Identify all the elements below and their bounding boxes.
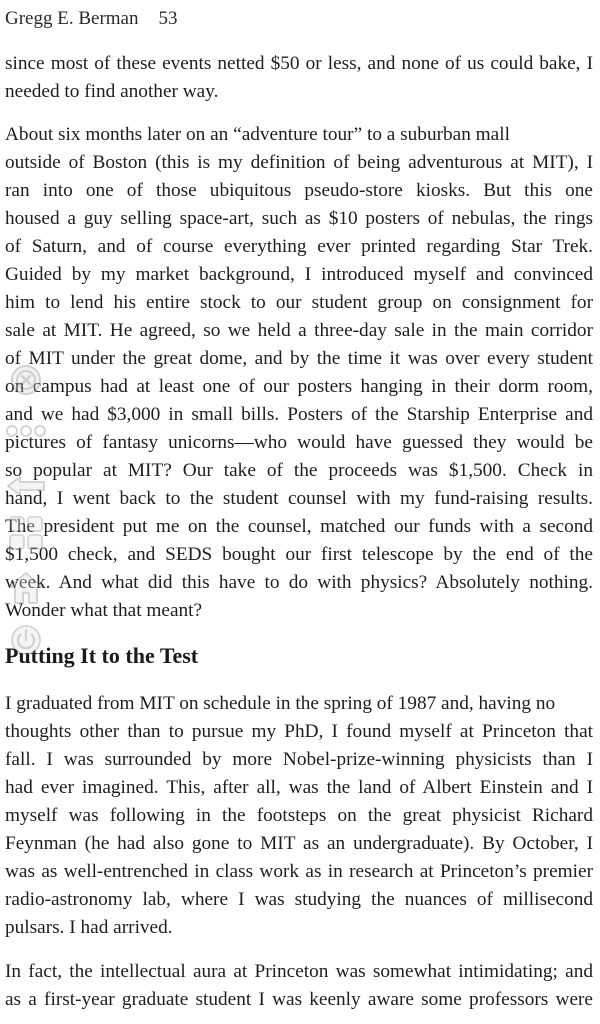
text-line: housed a guy selling space-art, such as $10 posters of nebulas, the rings <box>5 208 593 229</box>
paragraph <box>5 958 593 1014</box>
text-line: pulsars. I had arrived. <box>5 917 173 938</box>
page-number: 53 <box>158 8 178 29</box>
home-button[interactable] <box>8 571 44 605</box>
text-line: of Saturn, and of course everything ever printed regarding Star Trek. <box>5 236 593 257</box>
text-line: thoughts other than to pursue my PhD, I found myself at Princeton that <box>5 721 593 742</box>
paragraph <box>5 121 593 625</box>
running-head <box>5 8 177 30</box>
text-line: I graduated from MIT on schedule in the spring of 1987 and, having no <box>5 693 556 714</box>
text-line: on campus had at least one of our posters hanging in their dorm room, <box>5 376 593 397</box>
paragraph <box>5 50 593 106</box>
text-line: week. And what did this have to do with physics? Absolutely nothing. <box>5 572 593 593</box>
text-line: so popular at MIT? Our take of the proceeds was $1,500. Check in <box>5 460 593 481</box>
text-line: Guided by my market background, I introduced myself and convinced <box>5 264 593 285</box>
text-line: as a first-year graduate student I was keenly aware some professors were <box>5 989 593 1010</box>
close-icon <box>10 364 42 396</box>
text-line: pictures of fantasy unicorns—who would have guessed they would be <box>5 432 593 453</box>
apps-button[interactable] <box>8 515 44 551</box>
text-line: Feynman (he had also gone to MIT as an undergraduate). By October, I <box>5 833 593 854</box>
running-head-author: Gregg E. Berman <box>5 8 139 29</box>
more-button[interactable] <box>5 423 49 439</box>
text-line: was as well-entrenched in class work as in research at Princeton’s premier <box>5 861 593 882</box>
text-line: outside of Boston (this is my definition of being adventurous at MIT), I <box>5 152 593 173</box>
text-line: fall. I was surrounded by more Nobel-prize-winning physicists than I <box>5 749 593 770</box>
text-line: $1,500 check, and SEDS bought our first telescope by the end of the <box>5 544 593 565</box>
text-line: since most of these events netted $50 or less, and none of us could bake, I <box>5 53 593 74</box>
close-button[interactable] <box>10 364 42 396</box>
text-line: had ever imagined. This, after all, was the land of Albert Einstein and I <box>5 777 593 798</box>
text-line: Wonder what that meant? <box>5 600 203 621</box>
text-line: and we had $3,000 in small bills. Posters of the Starship Enterprise and <box>5 404 593 425</box>
grid-icon <box>8 515 44 551</box>
home-icon <box>8 571 44 605</box>
more-icon <box>5 423 49 439</box>
text-line: hand, I went back to the student counsel with my fund-raising results. <box>5 488 593 509</box>
text-line: About six months later on an “adventure tour” to a suburban mall <box>5 124 510 145</box>
paragraph <box>5 690 593 942</box>
text-line: of MIT under the great dome, and by the time it was over every student <box>5 348 593 369</box>
power-icon <box>10 624 42 656</box>
back-arrow-icon <box>6 474 46 498</box>
text-line: In fact, the intellectual aura at Princeton was somewhat intimidating; and <box>5 961 593 982</box>
power-button[interactable] <box>10 624 42 656</box>
text-line: radio-astronomy lab, where I was studying the nuances of millisecond <box>5 889 593 910</box>
text-line: needed to find another way. <box>5 81 219 102</box>
text-line: him to lend his entire stock to our student group on consignment for <box>5 292 593 313</box>
text-line: sale at MIT. He agreed, so we held a three-day sale in the main corridor <box>5 320 593 341</box>
text-line: The president put me on the counsel, matched our funds with a second <box>5 516 593 537</box>
section-heading: Putting It to the Test <box>5 643 199 668</box>
back-button[interactable] <box>6 474 46 498</box>
text-line: myself was following in the footsteps on the great physicist Richard <box>5 805 593 826</box>
text-line: ran into one of those ubiquitous pseudo-store kiosks. But this one <box>5 180 593 201</box>
